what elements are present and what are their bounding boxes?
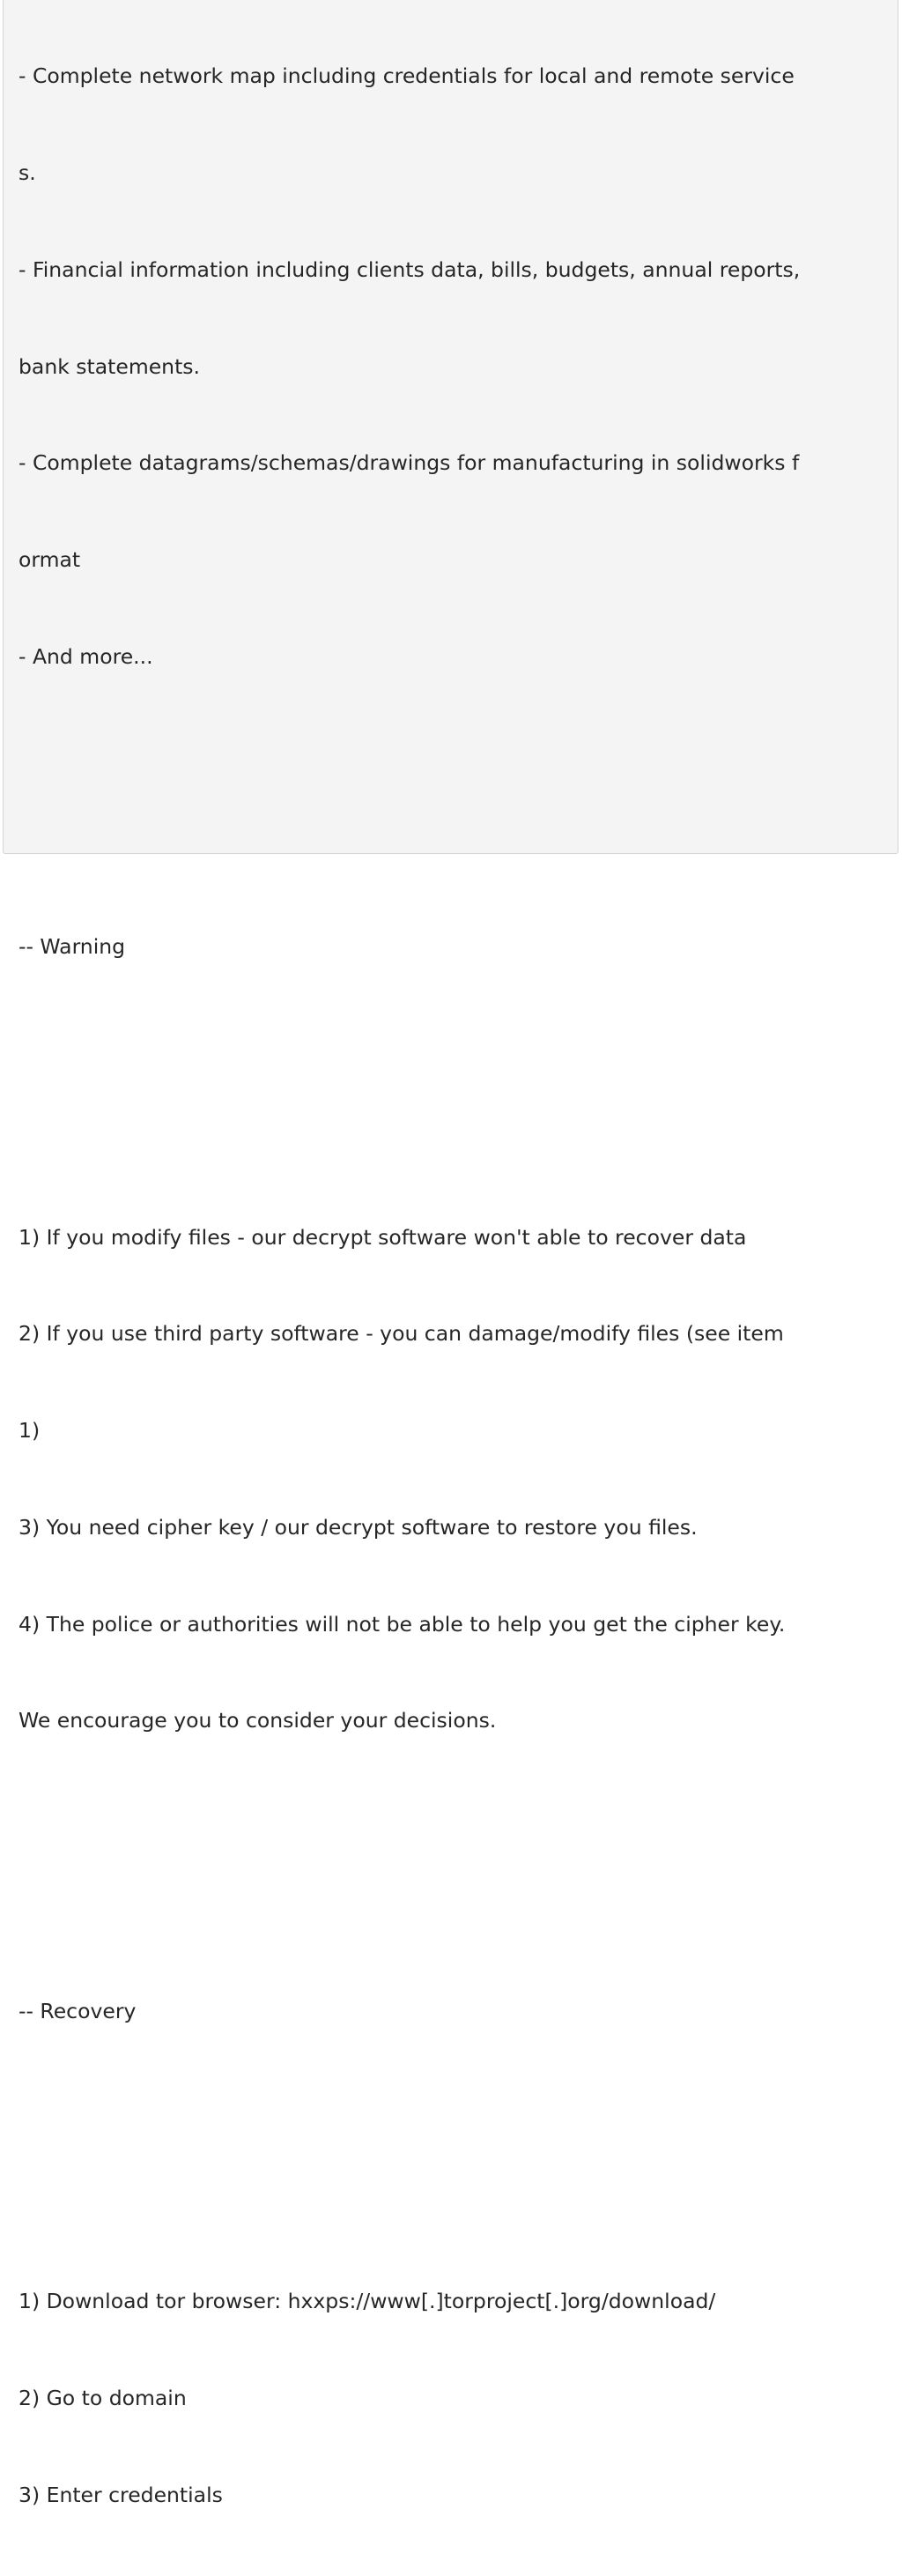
ransom-note-text-panel[interactable] xyxy=(3,0,898,2507)
warning-item: 4) The police or authorities will not be able to help you get the cipher key. xyxy=(18,1611,786,1637)
blank-line xyxy=(18,1801,898,1834)
warning-item: 1) If you modify files - our decrypt software won't able to recover data xyxy=(18,1224,747,1250)
note-line: - Complete network map including credentials for local and remote service xyxy=(18,63,795,89)
blank-line xyxy=(18,1028,898,1060)
blank-line xyxy=(18,834,898,866)
ransom-note-text xyxy=(18,0,898,2576)
note-line: s. xyxy=(18,160,36,185)
blank-line xyxy=(18,738,898,770)
warning-item: 1) xyxy=(18,1418,41,1444)
warning-item: We encourage you to consider your decisions. xyxy=(18,1708,497,1733)
note-line: - Complete datagrams/schemas/drawings for manufacturing in solidworks f xyxy=(18,450,800,476)
recovery-step: 2) Go to domain xyxy=(18,2385,187,2410)
warning-item: 2) If you use third party software - you can damage/modify files (see item xyxy=(18,1321,784,1347)
note-line: - And more... xyxy=(18,643,153,669)
blank-line xyxy=(18,2092,898,2125)
note-line: bank statements. xyxy=(18,353,200,379)
recovery-step: 3) Enter credentials xyxy=(18,2482,223,2507)
recovery-step: 1) Download tor browser: hxxps://www[.]torproject[.]org/download/ xyxy=(18,2289,716,2314)
warning-item: 3) You need cipher key / our decrypt software to restore you files. xyxy=(18,1514,698,1540)
blank-line xyxy=(18,1898,898,1931)
blank-line xyxy=(18,1125,898,1157)
note-line: - Financial information including clients data, bills, budgets, annual reports, xyxy=(18,256,801,282)
note-line: ormat xyxy=(18,547,81,573)
section-heading-warning: -- Warning xyxy=(18,934,126,960)
blank-line xyxy=(18,2188,898,2221)
section-heading-recovery: -- Recovery xyxy=(18,1998,137,2023)
